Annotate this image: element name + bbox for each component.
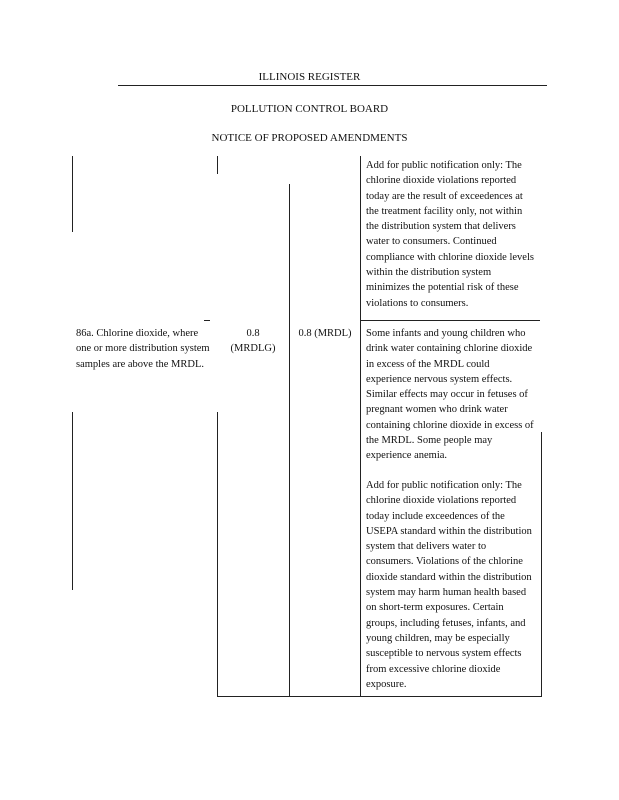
mrdlg-cell	[218, 326, 288, 357]
column-divider-3	[360, 156, 361, 696]
header-rule	[118, 85, 547, 86]
mrdl-cell	[290, 326, 360, 341]
public-notice-paragraph-2	[366, 478, 536, 692]
table-left-border	[72, 156, 73, 232]
notice-title: NOTICE OF PROPOSED AMENDMENTS	[211, 132, 408, 144]
contaminant-cell	[76, 326, 215, 372]
column-divider-1-lower	[217, 412, 218, 697]
mrdlg-unit: (MRDLG)	[230, 343, 276, 355]
public-notice-text-1: Add for public notification only: The chlorine dioxide violations reported today are the result of exceedences at the treatment facility only, not within the distribution system that delivers water to consumers. Continued compliance with chlorine dioxide levels within the distribution system minimizes the potential risk of these violations to consumers.	[366, 160, 534, 309]
contaminant-text: 86a. Chlorine dioxide, where one or more distribution system samples are above the MRDL.	[76, 328, 210, 370]
row-divider-top	[360, 320, 540, 321]
public-notice-paragraph-1	[366, 158, 536, 311]
table-left-border-lower	[72, 412, 73, 590]
table-bottom-border	[217, 696, 542, 697]
register-title: ILLINOIS REGISTER	[258, 71, 361, 83]
mrdl-value: 0.8 (MRDL)	[298, 328, 352, 339]
mrdlg-value: 0.8	[246, 328, 260, 339]
row-divider-mark	[204, 320, 210, 321]
table-right-border	[541, 432, 542, 696]
board-title: POLLUTION CONTROL BOARD	[230, 103, 389, 115]
health-effects-text: Some infants and young children who drink water containing chlorine dioxide in excess of the MRDL could experience nervous system effects. Similar effects may occur in fetuses of pregnant women who drink water containing chlorine dioxide in excess of the MRDL. Some people may experience anemia.	[366, 328, 534, 462]
public-notice-text-2: Add for public notification only: The chlorine dioxide violations reported today include exceedences of the USEPA standard within the distribution system that delivers water to consumers. Violations of the chlorine dioxide standard within the distribution system may harm human health based on short-term exposures. Certain groups, including fetuses, infants, and young children, may be especially susceptible to nervous system effects from excessive chlorine dioxide exposure.	[366, 480, 532, 690]
column-divider-2	[289, 184, 290, 696]
column-divider-1	[217, 156, 218, 174]
health-effects-cell	[366, 326, 536, 464]
